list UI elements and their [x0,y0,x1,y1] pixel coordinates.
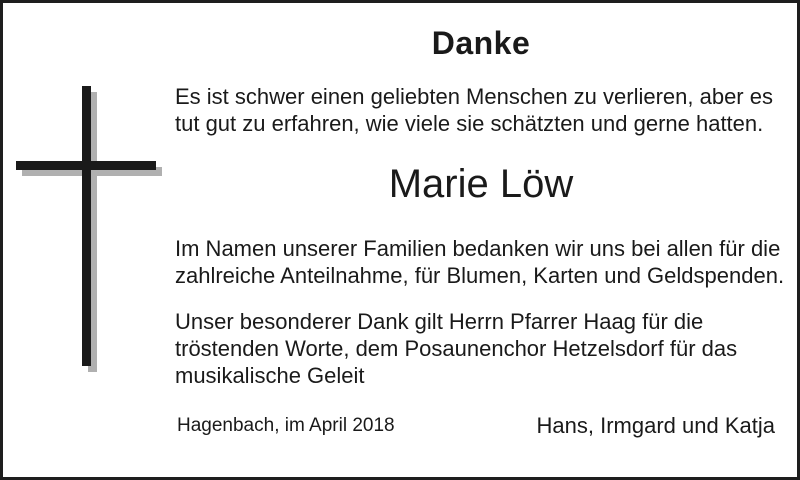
notice-title: Danke [431,25,531,61]
special-thanks-paragraph [175,308,790,389]
memorial-cross-icon [3,3,173,403]
special-thanks-line: tröstenden Worte, dem Posaunenchor Hetzelsdorf für das [175,336,738,361]
condolence-intro-paragraph [175,83,790,137]
deceased-name: Marie Löw [388,162,574,206]
place-and-date: Hagenbach, im April 2018 [177,415,395,436]
mourners-names: Hans, Irmgard und Katja [536,413,775,438]
family-thanks-paragraph [175,235,790,289]
special-thanks-line: Unser besonderer Dank gilt Herrn Pfarrer Haag für die [175,309,704,334]
special-thanks-line: musikalische Geleit [175,363,365,388]
intro-line: Es ist schwer einen geliebten Menschen zu verlieren, aber es [175,84,773,109]
thanks-line: Im Namen unserer Familien bedanken wir uns bei allen für die [175,236,781,261]
thanks-line: zahlreiche Anteilnahme, für Blumen, Karten und Geldspenden. [175,263,785,288]
cross-vertical-bar [82,86,91,366]
cross-horizontal-bar [16,161,156,170]
intro-line: tut gut zu erfahren, wie viele sie schätzten und gerne hatten. [175,111,764,136]
